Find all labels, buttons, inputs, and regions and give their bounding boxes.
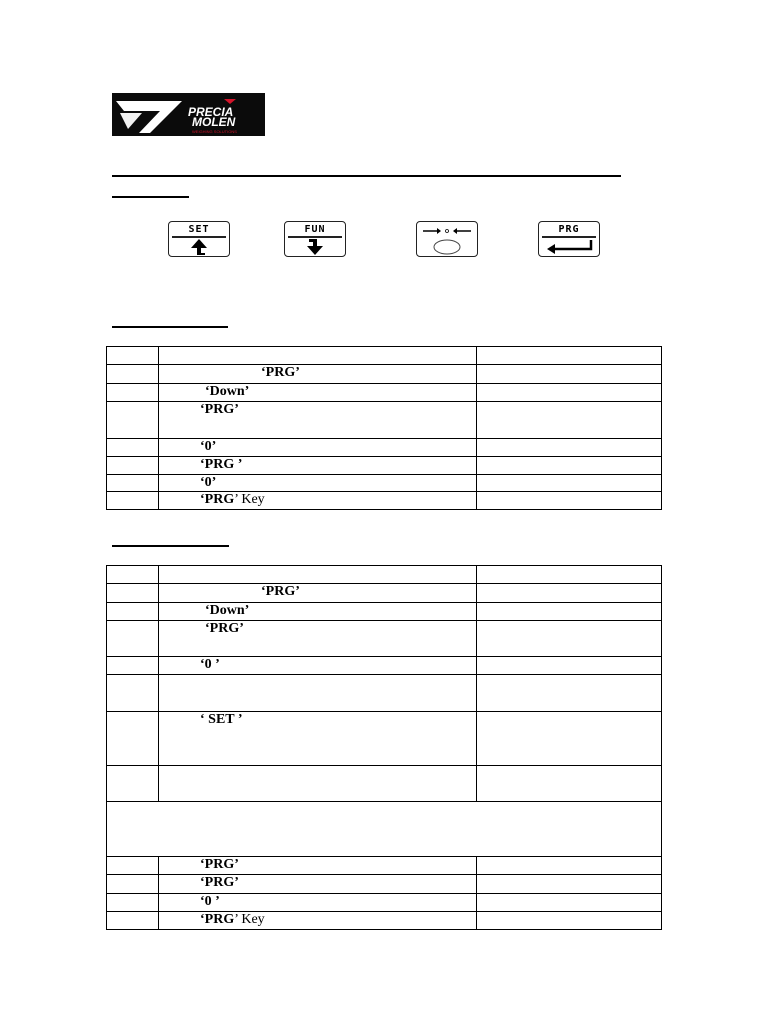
action-cell xyxy=(159,675,477,712)
display-cell xyxy=(477,621,662,657)
down-arrow-icon xyxy=(285,237,345,257)
action-cell: ‘PRG’ xyxy=(159,402,477,439)
display-cell xyxy=(477,912,662,930)
section2-underline xyxy=(112,545,229,547)
display-cell xyxy=(477,475,662,492)
display-cell xyxy=(477,384,662,402)
step-cell xyxy=(107,657,159,675)
table-row xyxy=(107,875,662,894)
action-cell xyxy=(159,347,477,365)
display-cell xyxy=(477,584,662,603)
section1-underline xyxy=(112,326,228,328)
display-cell xyxy=(477,875,662,894)
action-cell: ‘PRG’ xyxy=(159,875,477,894)
action-cell: ‘PRG’ Key xyxy=(159,912,477,930)
procedure-table-2 xyxy=(106,565,662,930)
action-cell: ‘PRG ’ xyxy=(159,457,477,475)
display-cell xyxy=(477,365,662,384)
step-cell xyxy=(107,875,159,894)
display-cell xyxy=(477,603,662,621)
table-row xyxy=(107,712,662,766)
display-cell xyxy=(477,766,662,802)
step-cell xyxy=(107,384,159,402)
action-cell: ‘ SET ’ xyxy=(159,712,477,766)
table-row xyxy=(107,894,662,912)
step-cell xyxy=(107,347,159,365)
action-cell: ‘PRG’ xyxy=(159,584,477,603)
zero-key[interactable] xyxy=(416,221,478,257)
table-row xyxy=(107,584,662,603)
display-cell xyxy=(477,657,662,675)
table-row xyxy=(107,365,662,384)
fun-key[interactable] xyxy=(284,221,346,257)
step-cell xyxy=(107,475,159,492)
table-row xyxy=(107,457,662,475)
step-cell xyxy=(107,603,159,621)
table-row xyxy=(107,475,662,492)
table-row xyxy=(107,766,662,802)
logo-tagline: WEIGHING SOLUTIONS xyxy=(192,129,237,134)
table-row xyxy=(107,492,662,510)
table-row xyxy=(107,347,662,365)
action-cell: ‘PRG’ xyxy=(159,857,477,875)
table-row xyxy=(107,566,662,584)
display-cell xyxy=(477,566,662,584)
set-key-label: SET xyxy=(188,224,210,235)
keypad xyxy=(0,221,768,261)
enter-arrow-icon xyxy=(539,237,599,257)
display-cell xyxy=(477,402,662,439)
table-row xyxy=(107,402,662,439)
action-cell: ‘Down’ xyxy=(159,603,477,621)
step-cell xyxy=(107,492,159,510)
step-cell xyxy=(107,566,159,584)
display-cell xyxy=(477,457,662,475)
action-cell xyxy=(159,566,477,584)
logo-brand-line1: PRECIA xyxy=(188,105,234,119)
step-cell xyxy=(107,857,159,875)
table-row xyxy=(107,621,662,657)
action-cell: ‘PRG’ xyxy=(159,365,477,384)
display-cell xyxy=(477,439,662,457)
zero-key-icon xyxy=(417,222,477,256)
table-row xyxy=(107,439,662,457)
prg-key[interactable] xyxy=(538,221,600,257)
action-cell: ‘0’ xyxy=(159,439,477,457)
display-cell xyxy=(477,347,662,365)
action-cell: ‘0’ xyxy=(159,475,477,492)
fun-key-label: FUN xyxy=(304,224,326,235)
precia-molen-logo xyxy=(112,93,265,136)
step-cell xyxy=(107,439,159,457)
display-cell xyxy=(477,712,662,766)
step-cell xyxy=(107,912,159,930)
step-cell xyxy=(107,766,159,802)
action-cell xyxy=(159,766,477,802)
table-row xyxy=(107,603,662,621)
procedure-table-1 xyxy=(106,346,662,510)
step-cell xyxy=(107,584,159,603)
step-cell xyxy=(107,621,159,657)
step-cell xyxy=(107,457,159,475)
step-cell xyxy=(107,365,159,384)
action-cell: ‘PRG’ xyxy=(159,621,477,657)
action-cell: ‘PRG’ Key xyxy=(159,492,477,510)
table-row xyxy=(107,675,662,712)
logo-mark-icon xyxy=(112,93,265,136)
display-cell xyxy=(477,492,662,510)
step-cell xyxy=(107,675,159,712)
set-key[interactable] xyxy=(168,221,230,257)
prg-key-label: PRG xyxy=(558,224,580,235)
step-cell xyxy=(107,712,159,766)
action-cell: ‘0 ’ xyxy=(159,894,477,912)
step-cell xyxy=(107,402,159,439)
subtitle-underline xyxy=(112,196,189,198)
table-note-row xyxy=(107,802,662,857)
logo-brand-line2: MOLEN xyxy=(192,115,236,129)
table-row xyxy=(107,657,662,675)
table-row xyxy=(107,384,662,402)
display-cell xyxy=(477,894,662,912)
up-arrow-icon xyxy=(169,237,229,257)
action-cell: ‘0 ’ xyxy=(159,657,477,675)
note-cell xyxy=(107,802,662,857)
step-cell xyxy=(107,894,159,912)
action-cell: ‘Down’ xyxy=(159,384,477,402)
table-row xyxy=(107,857,662,875)
table-row xyxy=(107,912,662,930)
display-cell xyxy=(477,675,662,712)
title-underline xyxy=(112,175,621,177)
display-cell xyxy=(477,857,662,875)
